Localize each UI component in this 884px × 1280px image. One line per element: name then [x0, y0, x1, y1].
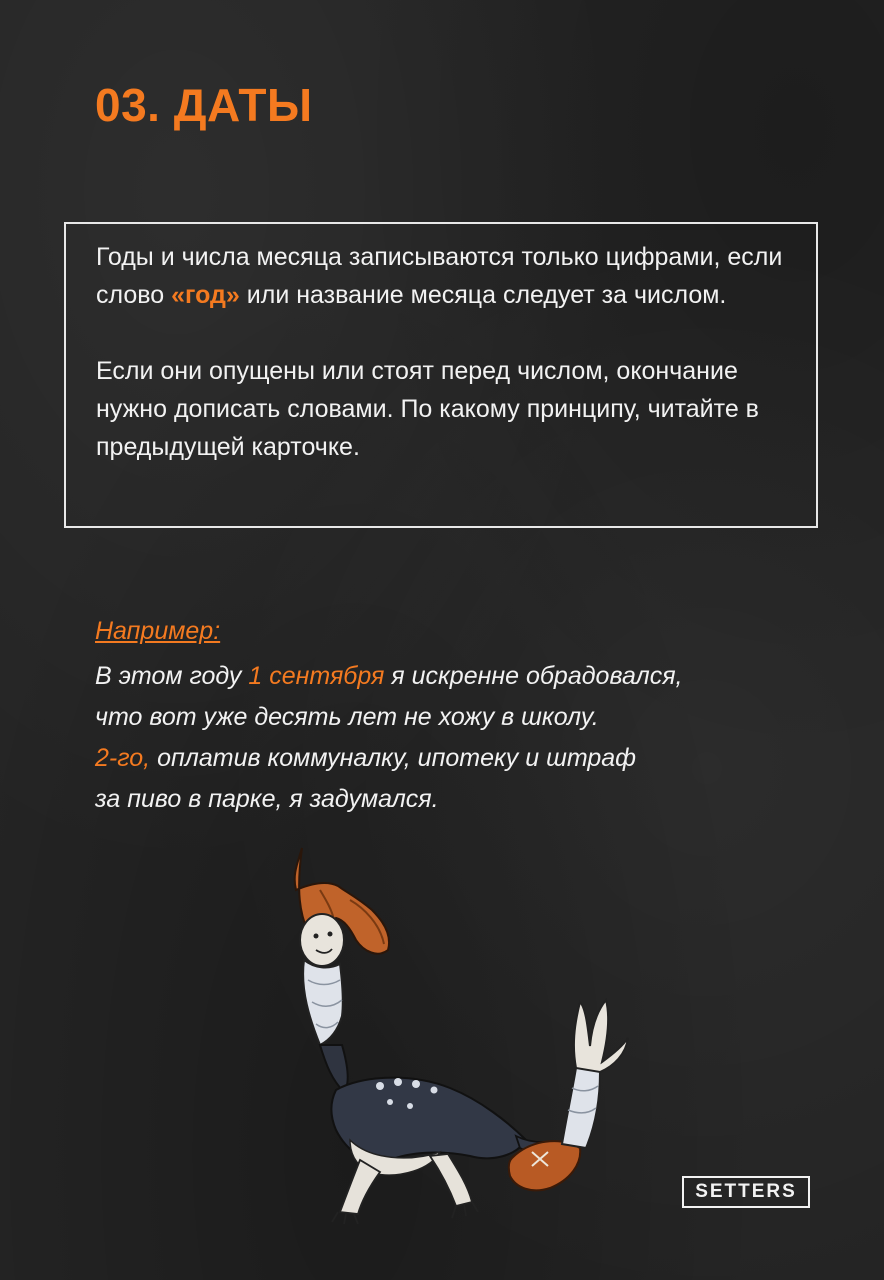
example-ordinal-highlight: 2-го,: [95, 744, 151, 772]
rule-paragraph-1: [96, 238, 786, 314]
example-line-2: что вот уже десять лет не хожу в школу.: [95, 703, 599, 731]
example-line-3: [95, 738, 835, 779]
rule-text-1a: Годы и числа месяца записываются только цифрами, если слово: [96, 243, 783, 309]
rule-box: [64, 222, 818, 528]
rule-paragraph-2: Если они опущены или стоят перед числом, окончание нужно дописать словами. По какому принципу, читайте в предыдущей карточке.: [96, 357, 759, 461]
rule-accent-word: «год»: [171, 281, 240, 309]
medieval-marginalia-creature-icon: [280, 840, 640, 1230]
example-block: [95, 612, 835, 820]
setters-logo: SETTERS: [682, 1176, 810, 1208]
example-text-1a: В этом году: [95, 662, 249, 690]
page-title: 03. ДАТЫ: [95, 79, 313, 131]
example-line-1: [95, 656, 835, 697]
example-heading: Например:: [95, 617, 221, 645]
example-text-1b: я искренне обрадовался,: [384, 662, 683, 690]
example-line-4: за пиво в парке, я задумался.: [95, 785, 439, 813]
rule-text-1b: или название месяца следует за числом.: [239, 281, 727, 309]
example-date-highlight: 1 сентября: [248, 662, 385, 690]
example-text-3b: оплатив коммуналку, ипотеку и штраф: [150, 744, 637, 772]
